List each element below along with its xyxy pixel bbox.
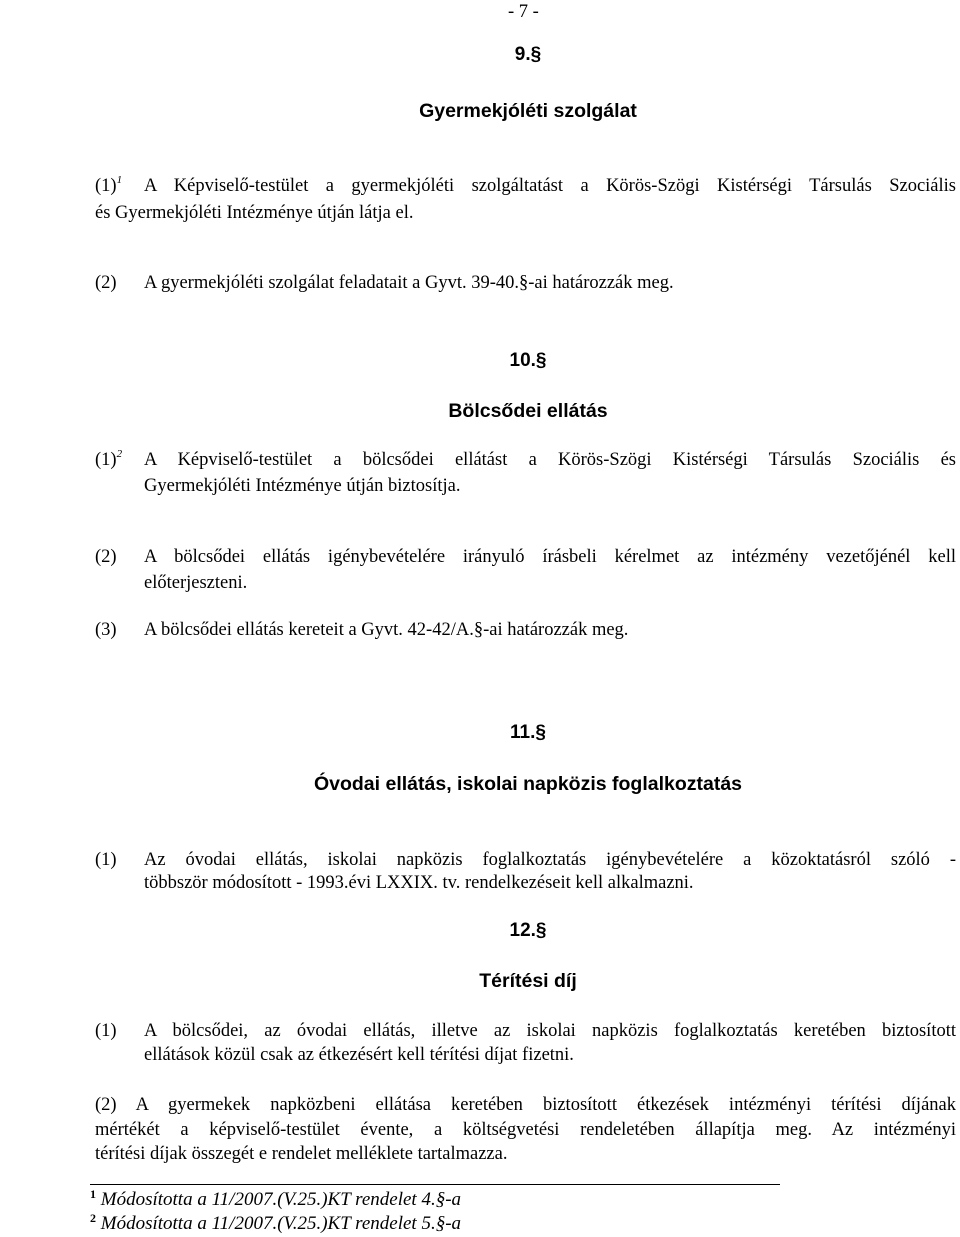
s9-p1-marker: $(1)^1$ (95, 174, 123, 196)
s9-p1-line1: A Képviselő-testület a gyermekjóléti szolgáltatást a Körös-Szögi Kistérségi Társulás Szociális (144, 176, 956, 196)
s10-p3-marker: (3) (95, 620, 117, 640)
section-9-title: Gyermekjóléti szolgálat (419, 100, 637, 122)
s12-p2-line1: (2) A gyermekek napközbeni ellátása keretében biztosított étkezések intézményi térítési díjának (95, 1095, 956, 1115)
section-10-number: 10.§ (509, 350, 547, 371)
s12-p1-marker: (1) (95, 1021, 117, 1041)
s12-p2-marker: (2) (95, 1095, 117, 1115)
s11-p1-line1: Az óvodai ellátás, iskolai napközis foglalkoztatás igénybevételére a közoktatásról szóló - (144, 850, 956, 870)
s10-p1-line1: A Képviselő-testület a bölcsődei ellátást a Körös-Szögi Kistérségi Társulás Szociális és (144, 450, 956, 470)
s9-p2-marker: (2) (95, 273, 117, 293)
footnote-ref-1: 1 (116, 174, 123, 186)
s11-p1-line2: többször módosított - 1993.évi LXXIX. tv. rendelkezéseit kell alkalmazni. (144, 873, 694, 893)
s12-p1-line2: ellátások közül csak az étkezésért kell térítési díjat fizetni. (144, 1045, 574, 1065)
section-11-number: 11.§ (510, 722, 546, 743)
s12-p1-line1: A bölcsődei, az óvodai ellátás, illetve az iskolai napközis foglalkoztatás keretében biztosított (144, 1021, 956, 1041)
section-10-title: Bölcsődei ellátás (448, 400, 608, 422)
footnote-ref-2: 2 (116, 448, 123, 460)
s10-p2-line2: előterjeszteni. (144, 573, 248, 593)
s9-p2-line1: A gyermekjóléti szolgálat feladatait a Gyvt. 39-40.§-ai határozzák meg. (144, 273, 674, 293)
section-12-title: Térítési díj (479, 970, 577, 992)
s9-p1-line2: és Gyermekjóléti Intézménye útján látja el. (95, 203, 414, 223)
s12-p2-line3: térítési díjak összegét e rendelet melléklete tartalmazza. (95, 1144, 508, 1164)
section-11-title: Óvodai ellátás, iskolai napközis foglalkoztatás (313, 773, 743, 795)
s10-p1-line2: Gyermekjóléti Intézménye útján biztosítja. (144, 476, 461, 496)
footnote-2: $^2$ Módosította a 11/2007.(V.25.)KT rendelet 5.§-a (90, 1211, 462, 1234)
s10-p2-marker: (2) (95, 547, 117, 567)
footnote-1: $^1$ Módosította a 11/2007.(V.25.)KT rendelet 4.§-a (90, 1187, 462, 1210)
s12-p2-line2: mértékét a képviselő-testület évente, a költségvetési rendeletében állapítja meg. Az intézményi (95, 1120, 956, 1140)
s10-p1-marker: $(1)^2$ (95, 448, 123, 470)
s11-p1-marker: (1) (95, 850, 117, 870)
page-number: - 7 - (508, 2, 539, 22)
section-12-number: 12.§ (509, 920, 547, 941)
footnote-separator (90, 1184, 780, 1185)
s10-p2-line1: A bölcsődei ellátás igénybevételére irányuló írásbeli kérelmet az intézmény vezetőjénél kell (144, 547, 956, 567)
section-9-number: 9.§ (514, 44, 542, 65)
s10-p3-line1: A bölcsődei ellátás kereteit a Gyvt. 42-42/A.§-ai határozzák meg. (144, 620, 629, 640)
